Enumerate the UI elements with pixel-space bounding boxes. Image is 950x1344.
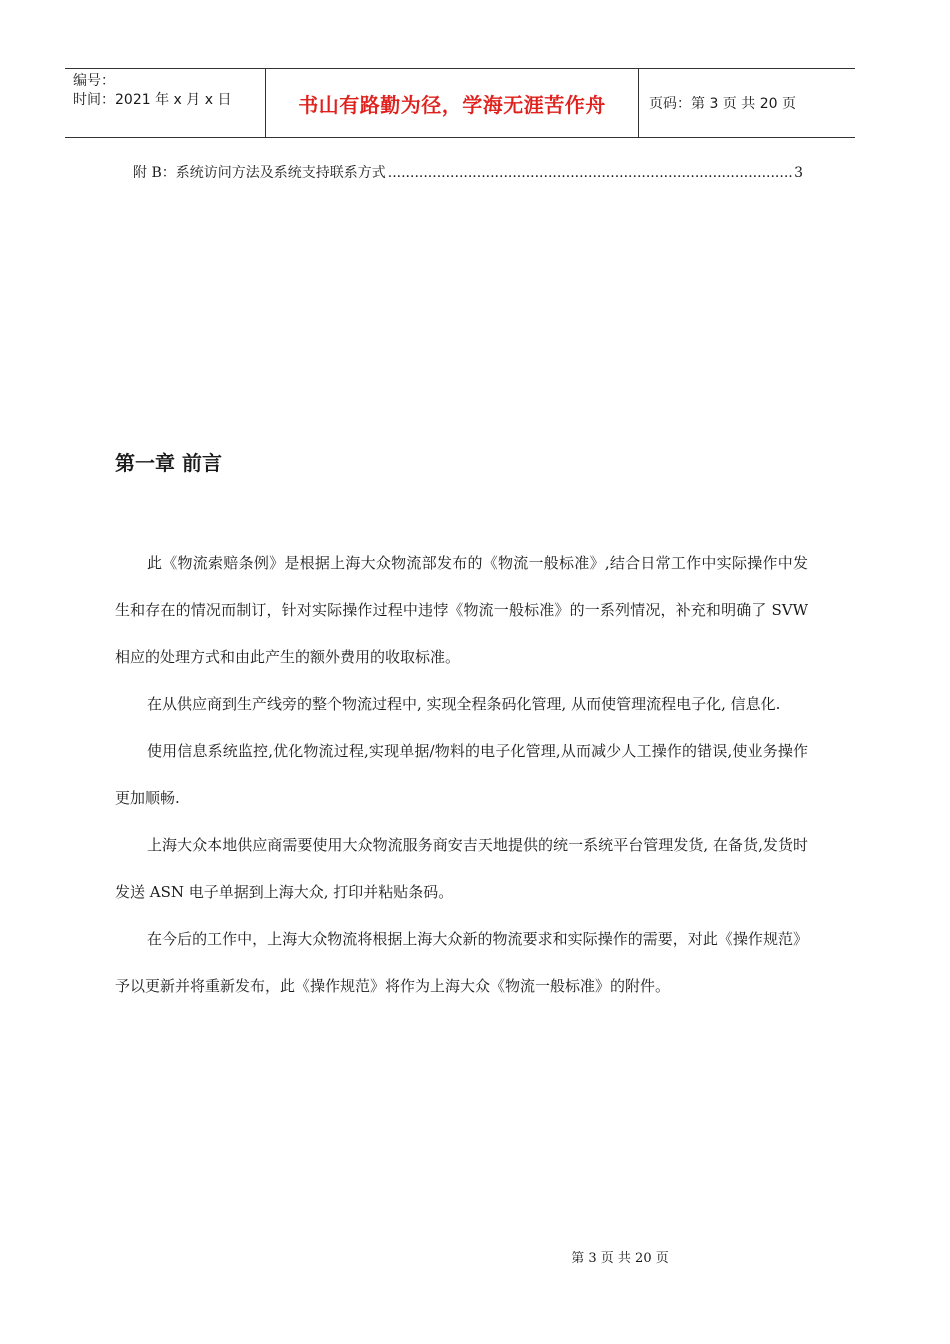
paragraph: 上海大众本地供应商需要使用大众物流服务商安吉天地提供的统一系统平台管理发货, 在备货,发货时发送 ASN 电子单据到上海大众, 打印并粘贴条码。 [115,836,808,901]
paragraph: 在今后的工作中，上海大众物流将根据上海大众新的物流要求和实际操作的需要，对此《操作规范》予以更新并将重新发布，此《操作规范》将作为上海大众《物流一般标准》的附件。 [115,930,808,995]
paragraph: 在从供应商到生产线旁的整个物流过程中, 实现全程条码化管理, 从而使管理流程电子化, 信息化. [147,695,781,713]
paragraph: 使用信息系统监控,优化物流过程,实现单据/物料的电子化管理,从而减少人工操作的错误,使业务操作更加顺畅. [115,742,808,807]
header-motto: 书山有路勤为径，学海无涯苦作舟 [298,92,606,117]
toc-entry-page: 3 [794,165,803,181]
number-label: 编号： [73,73,115,89]
page-footer [0,1247,950,1266]
toc-entry-title: 附 B：系统访问方法及系统支持联系方式 [133,165,386,181]
footer-page-number: 第 3 页 共 20 页 [571,1251,669,1266]
toc-entry[interactable] [133,162,803,182]
chapter-title: 第一章 前言 [115,451,222,475]
paragraph: 此《物流索赔条例》是根据上海大众物流部发布的《物流一般标准》,结合日常工作中实际操作中发生和存在的情况而制订，针对实际操作过程中违悖《物流一般标准》的一系列情况，补充和明确了 SVW 相应的处理方式和由此产生的额外费用的收取标准。 [115,554,808,666]
header-meta [65,69,265,137]
time-label: 时间：2021 年 x 月 x 日 [73,92,232,108]
page-header [65,68,855,138]
header-page-info: 页码：第 3 页 共 20 页 [649,96,796,112]
body-text [115,540,808,1010]
toc-leader-dots [388,165,792,181]
